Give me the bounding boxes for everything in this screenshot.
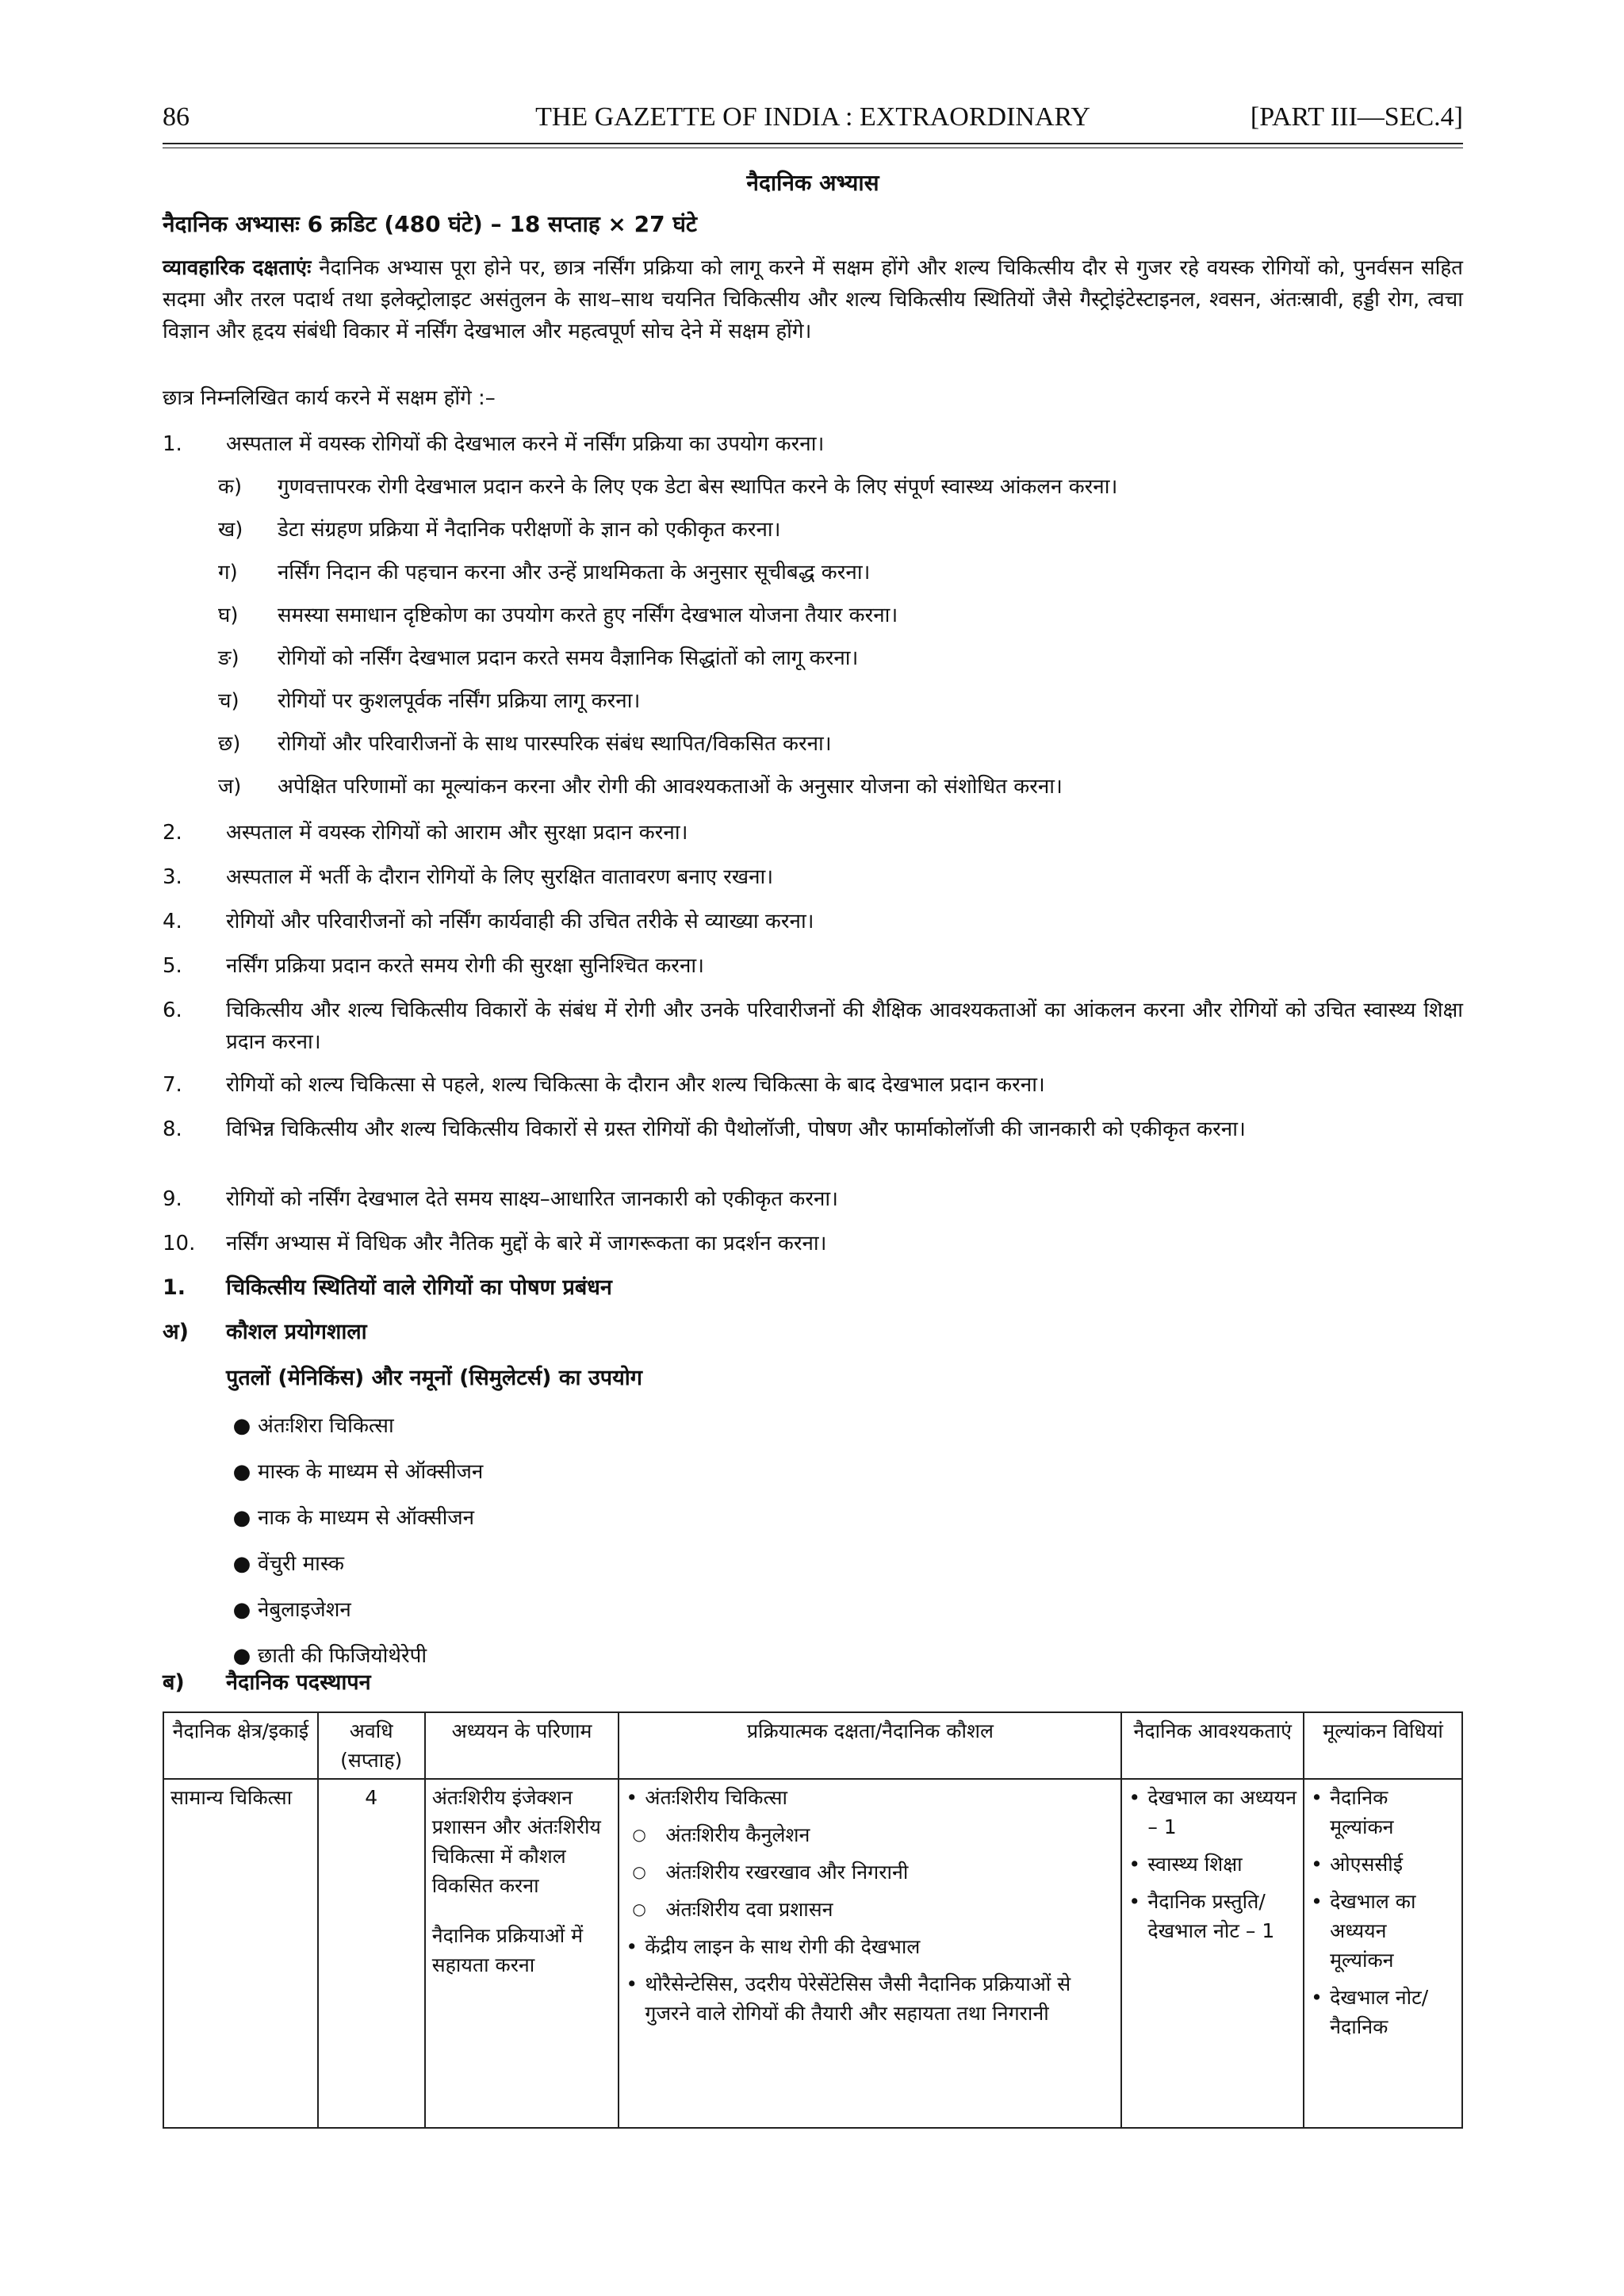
item-text: नर्सिंग अभ्यास में विधिक और नैतिक मुद्दों के बारे में जागरूकता का प्रदर्शन करना। <box>226 1232 827 1255</box>
header-clinical-requirements: नैदानिक आवश्यकताएं <box>1121 1712 1304 1779</box>
bullet-item <box>226 1456 483 1488</box>
bullet-text: नेबुलाइजेशन <box>258 1598 351 1622</box>
skill-sub-item: ○ अंतःशिरीय कैनुलेशन <box>626 1820 1114 1849</box>
item-text: रोगियों को नर्सिंग देखभाल देते समय साक्ष्य–आधारित जानकारी को एकीकृत करना। <box>226 1187 838 1211</box>
bullet-item <box>226 1410 394 1442</box>
intro-text: छात्र निम्नलिखित कार्य करने में सक्षम होंगे :– <box>163 386 496 410</box>
heading-number: अ) <box>163 1320 189 1344</box>
assessment-item: • देखभाल का अध्ययन मूल्यांकन <box>1311 1887 1455 1975</box>
cell-duration: 4 <box>318 1779 425 2128</box>
page-number: 86 <box>163 102 190 132</box>
skill-item: • अंतःशिरीय चिकित्सा <box>626 1783 1114 1812</box>
item-number: 2. <box>163 821 182 845</box>
assessment-item: • ओएससीई <box>1311 1849 1455 1879</box>
item-number: 4. <box>163 910 182 933</box>
item-number: 10. <box>163 1232 196 1255</box>
outcome-text: अंतःशिरीय इंजेक्शन प्रशासन और अंतःशिरीय चिकित्सा में कौशल विकसित करना <box>431 1786 601 1897</box>
item-number: 8. <box>163 1117 182 1141</box>
sub-item-number: क) <box>218 475 243 499</box>
item-text: चिकित्सीय और शल्य चिकित्सीय विकारों के संबंध में रोगी और उनके परिवारीजनों की शैक्षिक आवश्यकताओं का आंकलन करना और रोगियों को उचित स्वास्थ्य शिक्षा प्रदान करना। <box>226 999 1463 1054</box>
sub-item-text: नर्सिंग निदान की पहचान करना और उन्हें प्राथमिकता के अनुसार सूचीबद्ध करना। <box>278 561 871 585</box>
item-text: विभिन्न चिकित्सीय और शल्य चिकित्सीय विकारों से ग्रस्त रोगियों की पैथोलॉजी, पोषण और फार्माकोलॉजी की जानकारी को एकीकृत करना। <box>226 1117 1246 1141</box>
table-row <box>163 1779 1462 2128</box>
requirement-item: • स्वास्थ्य शिक्षा <box>1128 1849 1297 1879</box>
heading-number: ब) <box>163 1670 185 1695</box>
sub-item-text: डेटा संग्रहण प्रक्रिया में नैदानिक परीक्षणों के ज्ञान को एकीकृत करना। <box>278 518 781 542</box>
sub-item-number: ङ) <box>218 646 239 670</box>
part-section: [PART III—SEC.4] <box>1250 102 1463 132</box>
cell-procedural-skills <box>619 1779 1121 2128</box>
cell-clinical-requirements <box>1121 1779 1304 2128</box>
bullet-text: वेंचुरी मास्क <box>258 1552 344 1576</box>
bullet-icon: ● <box>232 1460 251 1484</box>
sub-item-number: ख) <box>218 518 243 542</box>
header-assessment-methods: मूल्यांकन विधियां <box>1304 1712 1462 1779</box>
sub-item-text: रोगियों और परिवारीजनों के साथ पारस्परिक संबंध स्थापित/विकसित करना। <box>278 732 832 756</box>
bullet-item <box>226 1502 474 1534</box>
requirement-item: • देखभाल का अध्ययन – 1 <box>1128 1783 1297 1842</box>
sub-item-number: घ) <box>218 604 239 627</box>
bullet-icon: ● <box>232 1644 251 1668</box>
skill-item: • थोरैसेन्टेसिस, उदरीय पेरेसेंटेसिस जैसी नैदानिक प्रक्रियाओं से गुजरने वाले रोगियों की तैयारी और सहायता तथा निगरानी <box>626 1969 1114 2028</box>
assessment-item: • देखभाल नोट/ नैदानिक <box>1311 1983 1455 2041</box>
sub-item-number: ज) <box>218 775 242 799</box>
item-text: रोगियों को शल्य चिकित्सा से पहले, शल्य चिकित्सा के दौरान और शल्य चिकित्सा के बाद देखभाल प्रदान करना। <box>226 1073 1045 1097</box>
heading-text: कौशल प्रयोगशाला <box>226 1320 367 1344</box>
header-rule <box>163 143 1463 144</box>
competency-paragraph <box>163 252 1463 347</box>
item-number: 1. <box>163 432 182 456</box>
bullet-text: मास्क के माध्यम से ऑक्सीजन <box>258 1460 484 1484</box>
outcome-text: नैदानिक प्रक्रियाओं में सहायता करना <box>431 1924 584 1976</box>
item-text: रोगियों और परिवारीजनों को नर्सिंग कार्यवाही की उचित तरीके से व्याख्या करना। <box>226 910 814 933</box>
credit-line: नैदानिक अभ्यासः 6 क्रडिट (480 घंटे) – 18 सप्ताह × 27 घंटे <box>163 211 698 237</box>
cell-learning-outcomes <box>425 1779 619 2128</box>
cell-assessment-methods <box>1304 1779 1462 2128</box>
sub-item-number: ग) <box>218 561 238 585</box>
skill-sub-item: ○ अंतःशिरीय रखरखाव और निगरानी <box>626 1857 1114 1887</box>
cell-clinical-area: सामान्य चिकित्सा <box>163 1779 318 2128</box>
heading-number: 1. <box>163 1275 186 1300</box>
bullet-text: अंतःशिरा चिकित्सा <box>258 1414 394 1438</box>
bullet-text: छाती की फिजियोथेरेपी <box>258 1644 427 1668</box>
sub-item-text: समस्या समाधान दृष्टिकोण का उपयोग करते हुए नर्सिंग देखभाल योजना तैयार करना। <box>278 604 898 627</box>
item-text: नर्सिंग प्रक्रिया प्रदान करते समय रोगी की सुरक्षा सुनिश्चित करना। <box>226 954 704 978</box>
item-number: 6. <box>163 999 182 1022</box>
skill-item: • केंद्रीय लाइन के साथ रोगी की देखभाल <box>626 1932 1114 1961</box>
requirement-item: • नैदानिक प्रस्तुति/ देखभाल नोट – 1 <box>1128 1887 1297 1945</box>
sub-item-text: रोगियों को नर्सिंग देखभाल प्रदान करते समय वैज्ञानिक सिद्धांतों को लागू करना। <box>278 646 859 670</box>
bullet-item <box>226 1594 351 1626</box>
bullet-icon: ● <box>232 1414 251 1438</box>
table-header-row <box>163 1712 1462 1779</box>
item-number: 3. <box>163 865 182 889</box>
bullet-icon: ● <box>232 1506 251 1530</box>
item-number: 5. <box>163 954 182 978</box>
bullet-text: नाक के माध्यम से ऑक्सीजन <box>258 1506 475 1530</box>
item-number: 9. <box>163 1187 182 1211</box>
sub-item-text: अपेक्षित परिणामों का मूल्यांकन करना और रोगी की आवश्यकताओं के अनुसार योजना को संशोधित करना। <box>278 775 1063 799</box>
page-header <box>163 97 1463 136</box>
bullet-icon: ● <box>232 1598 251 1622</box>
header-clinical-area: नैदानिक क्षेत्र/इकाई <box>163 1712 318 1779</box>
gazette-title: THE GAZETTE OF INDIA : EXTRAORDINARY <box>535 102 1090 132</box>
competency-label: व्यावहारिक दक्षताएंः <box>163 256 312 280</box>
clinical-posting-table <box>163 1711 1463 2129</box>
item-text: अस्पताल में भर्ती के दौरान रोगियों के लिए सुरक्षित वातावरण बनाए रखना। <box>226 865 774 889</box>
skill-sub-item: ○ अंतःशिरीय दवा प्रशासन <box>626 1895 1114 1924</box>
subheading-text: पुतलों (मेनिकिंस) और नमूनों (सिमुलेटर्स) का उपयोग <box>226 1366 642 1390</box>
sub-item-text: गुणवत्तापरक रोगी देखभाल प्रदान करने के लिए एक डेटा बेस स्थापित करने के लिए संपूर्ण स्वास्थ्य आंकलन करना। <box>278 475 1118 499</box>
bullet-item <box>226 1548 344 1580</box>
header-procedural-skills: प्रक्रियात्मक दक्षता/नैदानिक कौशल <box>619 1712 1121 1779</box>
bullet-icon: ● <box>232 1552 251 1576</box>
heading-text: चिकित्सीय स्थितियों वाले रोगियों का पोषण प्रबंधन <box>226 1275 612 1300</box>
item-number: 7. <box>163 1073 182 1097</box>
assessment-item: • नैदानिक मूल्यांकन <box>1311 1783 1455 1842</box>
item-text: अस्पताल में वयस्क रोगियों को आराम और सुरक्षा प्रदान करना। <box>226 821 688 845</box>
sub-item-number: च) <box>218 689 239 713</box>
competency-text: नैदानिक अभ्यास पूरा होने पर, छात्र नर्सिंग प्रक्रिया को लागू करने में सक्षम होंगे और शल्य चिकित्सीय दौर से गुजर रहे वयस्क रोगियों को, पुनर्वसन सहित सदमा और तरल पदार्थ तथा इलेक्ट्रोलाइट असंतुलन के साथ–साथ चयनित चिकित्सीय और शल्य चिकित्सीय स्थितियों जैसे गैस्ट्रोइंटेस्टाइनल, श्वसन, अंतःस्रावी, हड्डी रोग, त्वचा विज्ञान और हृदय संबंधी विकार में नर्सिंग देखभाल और महत्वपूर्ण सोच देने में सक्षम होंगे। <box>163 256 1463 343</box>
header-duration: अवधि (सप्ताह) <box>318 1712 425 1779</box>
header-learning-outcomes: अध्ययन के परिणाम <box>425 1712 619 1779</box>
item-text: अस्पताल में वयस्क रोगियों की देखभाल करने में नर्सिंग प्रक्रिया का उपयोग करना। <box>226 432 825 456</box>
sub-item-number: छ) <box>218 732 241 756</box>
heading-text: नैदानिक पदस्थापन <box>226 1670 371 1695</box>
sub-item-text: रोगियों पर कुशलपूर्वक नर्सिंग प्रक्रिया लागू करना। <box>278 689 641 713</box>
section-title: नैदानिक अभ्यास <box>746 170 879 196</box>
